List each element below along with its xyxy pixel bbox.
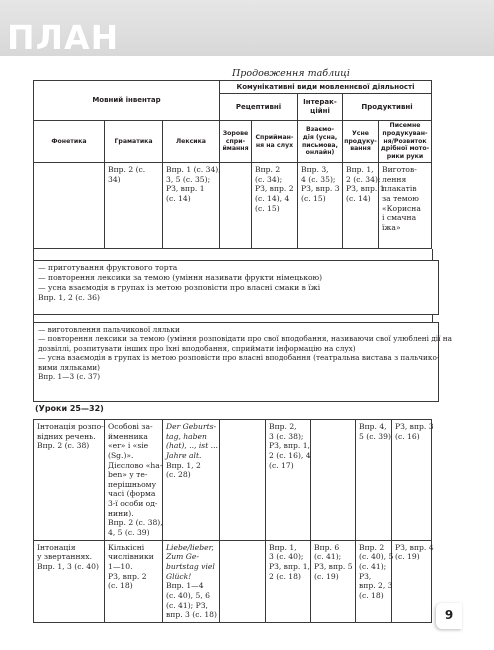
page-number: 9 (444, 608, 454, 622)
activities-table (33, 80, 432, 249)
header-productive: Продуктивні (343, 94, 432, 121)
cell-lexis: Впр. 1 (с. 34), 3, 5 (с. 35); РЗ, впр. 1 (с. 14) (163, 163, 220, 249)
cell-oral: Впр. 1, 2 (с. 34); РЗ, впр. 1 (с. 14) (343, 163, 379, 249)
table-caption: Продовження таблиці (232, 68, 350, 79)
cell-written: Виготов- лення плакатів за темою «Корисна і смачна їжа» (379, 163, 432, 249)
cell-oral: Впр. 2 (с. 40), 5 (с. 41); РЗ, впр. 2, 3 (с. 18) (356, 540, 392, 622)
header-listening: Сприйман- ня на слух (252, 121, 298, 163)
cell-visual (220, 540, 266, 622)
cell-grammar: Особові за- йменника «er» і «sie (Sg.)». Дієслово «ha- ben» у те- перішньому часі (форма 3-ї особи од- нини). Впр. 2 (с. 38), 4, 5 (с. 39) (105, 420, 163, 541)
header-grammar: Граматика (105, 121, 163, 163)
spacer (33, 249, 433, 260)
project-block-finger-puppet: — виготовлення пальчикової ляльки — повторення лексики за темою (уміння розповідати про свої вподобання, називаючи свої улюблені дії на дозвіллі, розпитувати інших про їхні вподобання, сприймати інформацію на слух) — усна взаємодія в групах із метою розповісти про власні вподобання (театральна вистава з пальчико- вими ляльками) Впр. 1—3 (с. 37) (33, 322, 439, 402)
cell-oral: Впр. 4, 5 (с. 39) (356, 420, 392, 541)
cell-interaction (311, 420, 356, 541)
header-visual: Зорове спри- ймання (220, 121, 252, 163)
cell-listening: Впр. 1, 3 (с. 40); РЗ, впр. 1, 2 (с. 18) (266, 540, 311, 622)
cell-written: РЗ, впр. 4 (с. 19) (392, 540, 432, 622)
table-row (34, 540, 432, 622)
cell-listening: Впр. 2 (с. 34); РЗ, впр. 2 (с. 14), 4 (с. 15) (252, 163, 298, 249)
page-number-tab (436, 603, 462, 629)
cell-lexis: Der Geburts- tag, haben (hat), .., ist ... Jahre alt. Впр. 1, 2 (с. 28) (163, 420, 220, 541)
header-written-production: Писемне продукуван- ня/Розвиток дрібної мото- рики руки (379, 121, 432, 163)
header-interactive: Інтерак- ційні (298, 94, 343, 121)
project-block-fruit-cake: — приготування фруктового торта — повторення лексики за темою (уміння називати фрукти німецькою) — усна взаємодія в групах із метою розповісти про власні смаки в їжі Впр. 1, 2 (с. 36) (33, 260, 439, 315)
header-interaction: Взаємо- дія (усна, письмова, онлайн) (298, 121, 343, 163)
spacer (33, 314, 433, 322)
header-receptive: Рецептивні (220, 94, 298, 121)
table-row (34, 420, 432, 541)
spacer-inner (33, 284, 437, 288)
cell-interaction: Впр. 3, 4 (с. 35); РЗ, впр. 3 (с. 15) (298, 163, 343, 249)
header-phonetics: Фонетика (34, 121, 105, 163)
cell-written: РЗ, впр. 3 (с. 16) (392, 420, 432, 541)
cell-grammar: Кількісні числівники 1—10. РЗ, впр. 2 (с. 18) (105, 540, 163, 622)
header-language-inventory: Мовний інвентар (34, 81, 220, 121)
cell-interaction: Впр. 6 (с. 41); РЗ, впр. 5 (с. 19) (311, 540, 356, 622)
cell-phonetics (34, 163, 105, 249)
header-activities: Комунікативні види мовленнєвої діяльності (220, 81, 432, 94)
page-title: ПЛАН (7, 18, 120, 57)
cell-grammar: Впр. 2 (с. 34) (105, 163, 163, 249)
lessons-table (33, 419, 432, 623)
cell-visual (220, 163, 252, 249)
table-row (34, 163, 432, 249)
cell-phonetics: Інтонація у звертаннях. Впр. 1, 3 (с. 40) (34, 540, 105, 622)
lessons-label: (Уроки 25—32) (35, 404, 104, 413)
cell-listening: Впр. 2, 3 (с. 38); РЗ, впр. 1, 2 (с. 16), 4 (с. 17) (266, 420, 311, 541)
header-lexis: Лексика (163, 121, 220, 163)
cell-phonetics: Інтонація розпо- відних речень. Впр. 2 (с. 38) (34, 420, 105, 541)
cell-visual (220, 420, 266, 541)
header-oral-production: Усне продуку- вання (343, 121, 379, 163)
cell-lexis: Liebe/lieber, Zum Ge- burtstag viel Glück! Впр. 1—4 (с. 40), 5, 6 (с. 41); РЗ, впр. 3 (с. 18) (163, 540, 220, 622)
